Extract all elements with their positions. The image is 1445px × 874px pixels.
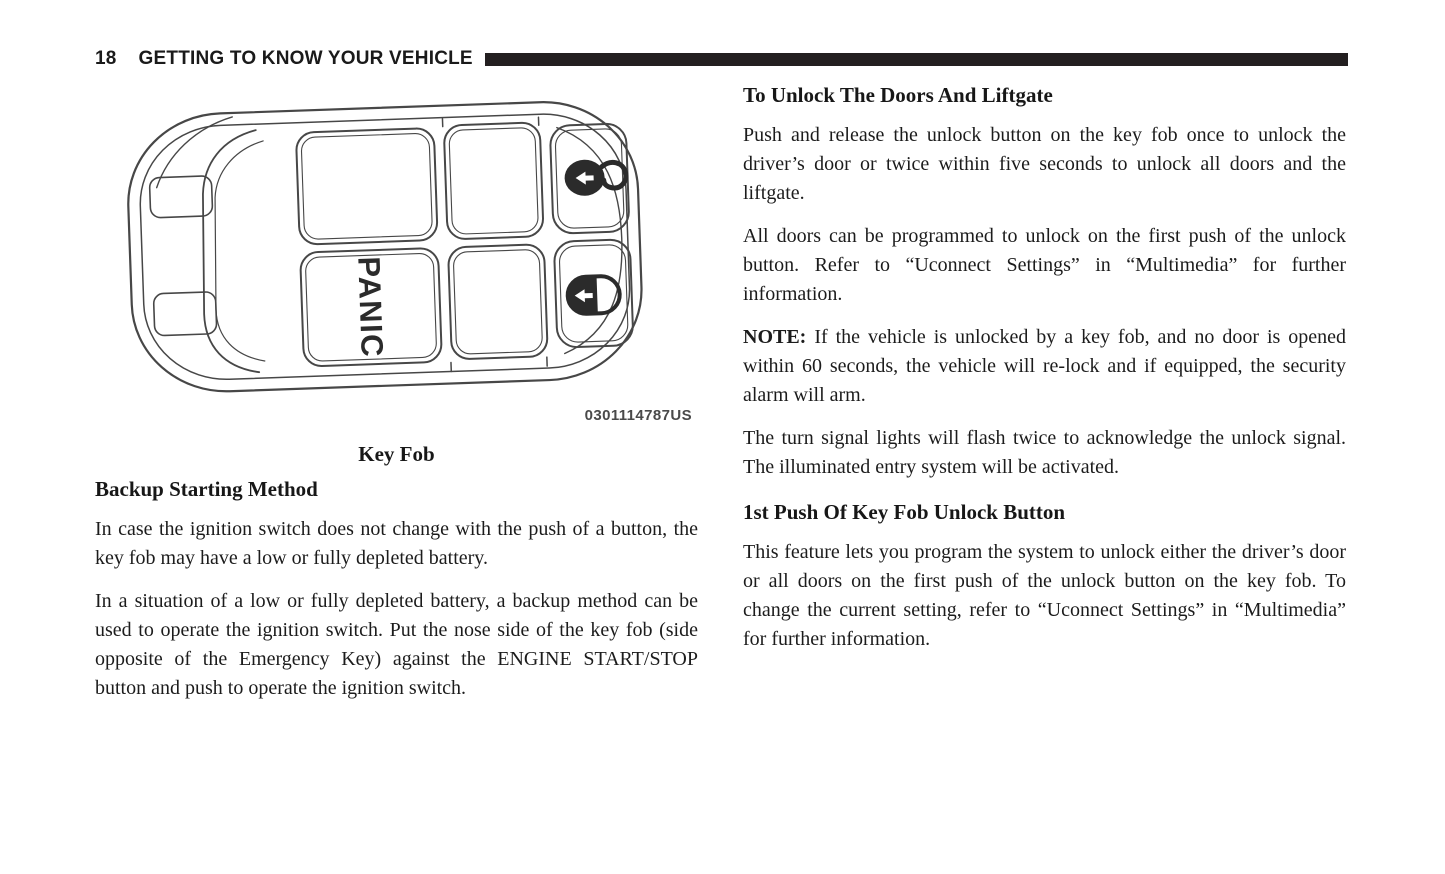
unlock-icon <box>564 158 627 196</box>
fob-left-band <box>198 130 264 374</box>
note-paragraph <box>743 323 1346 410</box>
paragraph: All doors can be programmed to unlock on the first push of the unlock button. Refer to “Uconnect Settings” in “Multimedia” for further information. <box>743 225 1346 305</box>
paragraph: This feature lets you program the system to unlock either the driver’s door or all doors on the first push of the unlock button on the key fob. To change the current setting, refer to “Uconnect Settings” in “Multimedia” for further information. <box>743 541 1346 650</box>
paragraph: In case the ignition switch does not change with the push of a button, the key fob may have a low or fully depleted battery. <box>95 518 698 569</box>
button-cell-top-left <box>296 128 438 245</box>
key-fob-illustration <box>95 88 698 410</box>
heading-backup-starting-method: Backup Starting Method <box>95 477 318 501</box>
page-number: 18 <box>95 48 117 69</box>
figure-code: 0301114787US <box>584 407 692 424</box>
button-cell-bottom-middle <box>448 244 548 359</box>
paragraph: The turn signal lights will flash twice to acknowledge the unlock signal. The illuminated entry system will be activated. <box>743 427 1346 478</box>
header-rule-bar <box>485 53 1348 66</box>
paragraph: Push and release the unlock button on the key fob once to unlock the driver’s door or twice within five seconds to unlock all doors and the liftgate. <box>743 124 1346 204</box>
heading-1st-push-unlock: 1st Push Of Key Fob Unlock Button <box>743 500 1066 524</box>
lock-icon <box>567 276 620 315</box>
paragraph: In a situation of a low or fully depleted battery, a backup method can be used to operate the ignition switch. Put the nose side of the key fob (side opposite of the Emergency Key) against the ENGINE START/STOP button and push to operate the ignition switch. <box>95 590 698 699</box>
panic-button-label: PANIC <box>351 255 390 359</box>
note-label: NOTE: <box>743 326 807 348</box>
heading-unlock-doors-liftgate: To Unlock The Doors And Liftgate <box>743 83 1053 107</box>
figure-caption: Key Fob <box>358 442 435 466</box>
page-title: GETTING TO KNOW YOUR VEHICLE <box>138 48 473 69</box>
page-header <box>95 48 1348 70</box>
fob-bottom-notch <box>153 292 216 336</box>
note-text: If the vehicle is unlocked by a key fob, and no door is opened within 60 seconds, the vehicle will re-lock and if equipped, the security alarm will arm. <box>743 326 1346 406</box>
button-cell-top-middle <box>444 122 544 239</box>
key-fob-figure <box>95 88 698 428</box>
fob-left-band-inner <box>210 141 271 363</box>
right-column <box>743 82 1346 668</box>
left-column <box>95 88 698 717</box>
fob-divider-stubs <box>442 115 547 371</box>
